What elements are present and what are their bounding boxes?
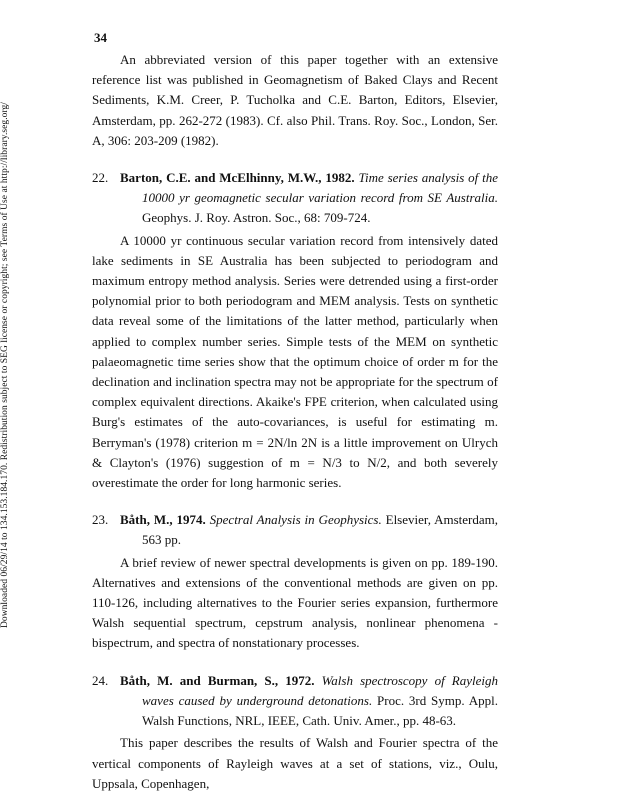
entry-number: 22. <box>92 170 109 186</box>
entry-abstract: This paper describes the results of Walsh and Fourier spectra of the vertical components of Rayleigh waves at a set of stations, viz., Oulu, Uppsala, Copenhagen, <box>92 735 498 791</box>
entry-authors: Barton, C.E. and McElhinny, M.W., 1982. <box>120 170 355 186</box>
entry-citation: Proc. 3rd Symp. Appl. Walsh Functions, NRL, IEEE, Cath. Univ. Amer., pp. 48-63. <box>142 692 498 729</box>
intro-paragraph: An abbreviated version of this paper together with an extensive reference list was published in Geomagnetism of Baked Clays and Recent Sediments, K.M. Creer, P. Tucholka and C.E. Barton, Editors, Elsevier, Amsterdam, pp. 262-272 (1983). Cf. also Phil. Trans. Roy. Soc., London, Ser. A, 306: 203-209 (1982). <box>92 52 498 148</box>
entry-number: 24. <box>92 672 109 688</box>
entry-number: 23. <box>92 512 109 528</box>
entry-title: Time series analysis of the 10000 yr geomagnetic secular variation record from SE Australia. <box>142 170 498 206</box>
page-content <box>92 50 498 794</box>
reference-entry-24 <box>92 671 498 794</box>
entry-abstract: A brief review of newer spectral developments is given on pp. 189-190. Alternatives and extensions of the conventional methods are given on pp. 110-126, including alternatives to the Fourier series expansion, furthermore Walsh sequential spectrum, cepstrum analysis, nonlinear phenomena - bispectrum, and spectra of nonstationary processes. <box>92 554 498 651</box>
download-notice-text: Downloaded 06/29/14 to 134.153.184.170. Redistribution subject to SEG license or copyright; see Terms of Use at http://library.seg.org/ <box>0 102 10 628</box>
page-number: 34 <box>94 30 107 45</box>
entry-citation: Elsevier, Amsterdam, 563 pp. <box>142 512 499 548</box>
entry-authors: Båth, M., 1974. <box>120 512 206 528</box>
entry-citation: Geophys. J. Roy. Astron. Soc., 68: 709-724. <box>142 210 371 226</box>
download-notice <box>0 102 16 628</box>
entry-heading <box>92 510 498 550</box>
entry-abstract: A 10000 yr continuous secular variation record from intensively dated lake sediments in SE Australia has been subjected to periodogram and maximum entropy method analysis. Series were detrended using a first-order polynomial prior to both periodogram and MEM analysis. Tests on synthetic data reveal some of the limitations of the latter method, particularly when applied to complex number series. Simple tests of the MEM on synthetic palaeomagnetic time series show that the optimum choice of order m for the declination and inclination spectra may not be appropriate for the spectrum of complex equivalent directions. Akaike's FPE criterion, when calculated using Burg's estimates of the auto-covariances, is useful for estimating m. Berryman's (1978) criterion m = 2N/ln 2N is a little improvement on Ulrych & Clayton's (1976) suggestion of m = N/3 to N/2, and both severely overestimate the order for long harmonic series. <box>92 232 498 491</box>
entry-heading <box>92 671 498 732</box>
entry-title: Walsh spectroscopy of Rayleigh waves caused by underground detonations. <box>142 672 499 708</box>
reference-entry-23 <box>92 510 498 653</box>
entry-heading <box>92 168 498 229</box>
entry-authors: Båth, M. and Burman, S., 1972. <box>120 672 315 688</box>
reference-entry-22 <box>92 168 498 493</box>
entry-title: Spectral Analysis in Geophysics. <box>209 512 382 528</box>
